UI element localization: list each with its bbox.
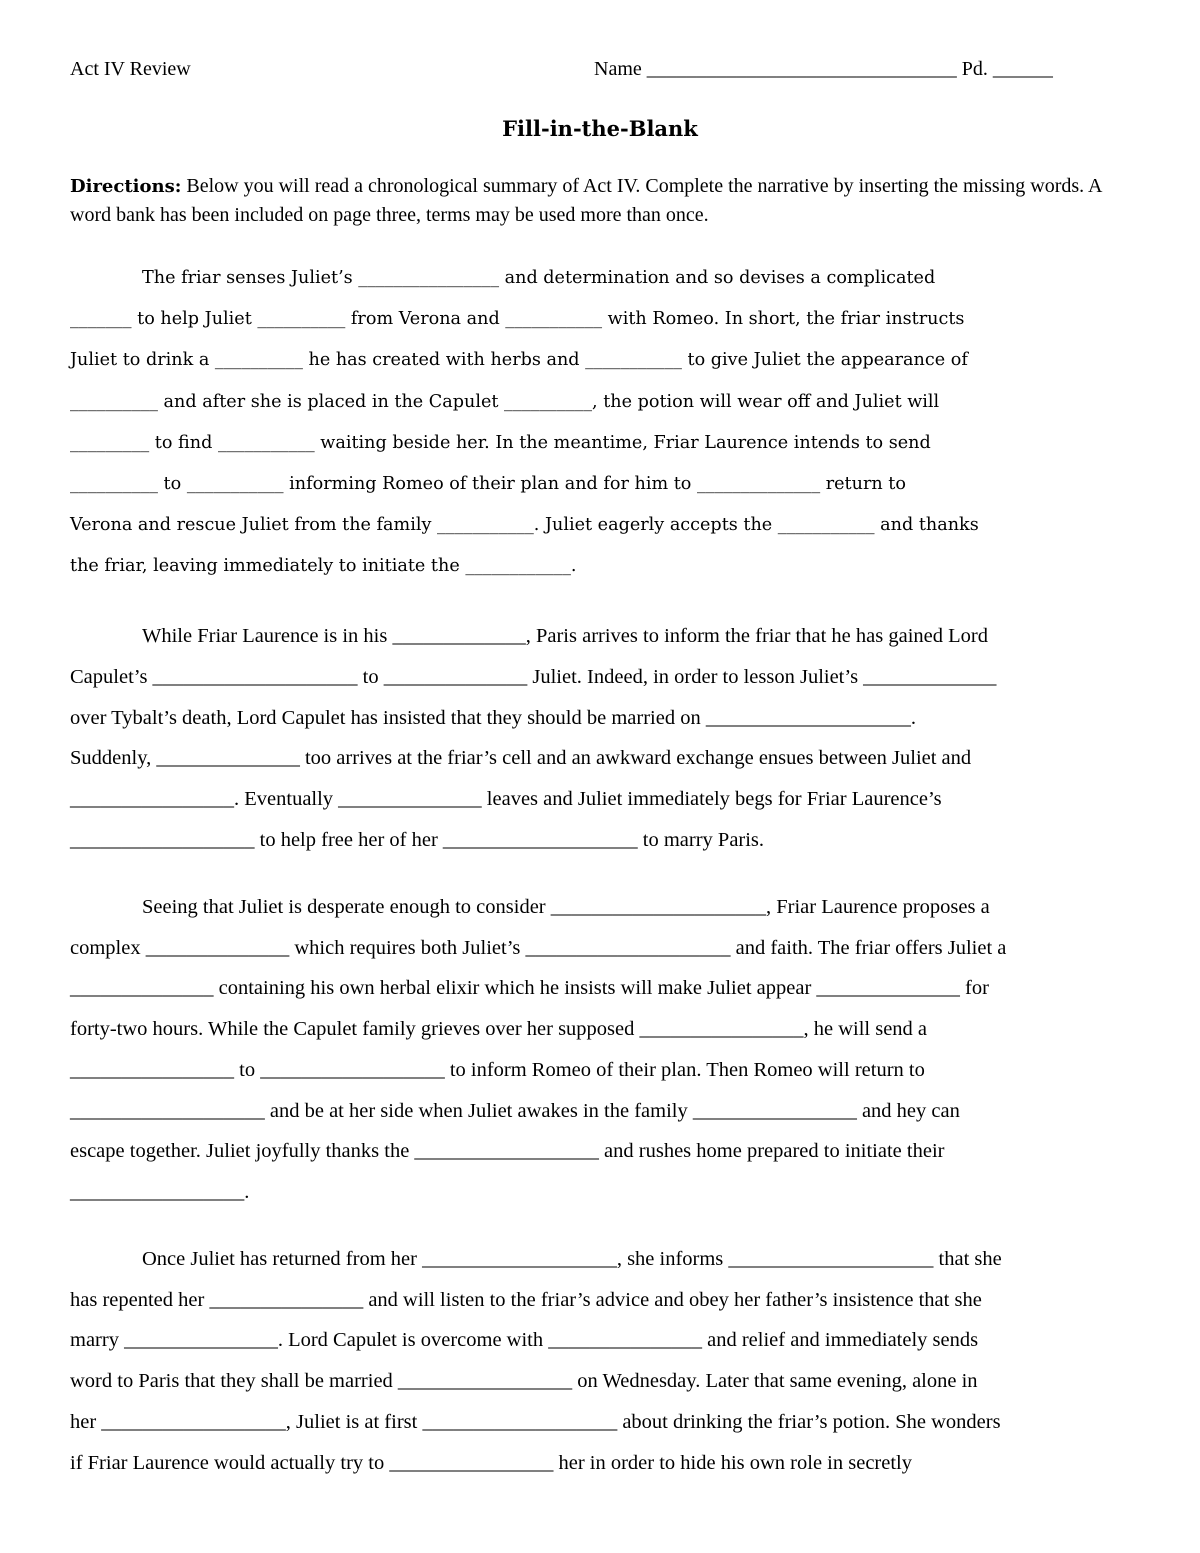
paragraph-line: complex ______________ which requires both Juliet’s ____________________ and faith. The friar offers Juliet a [70, 936, 1007, 959]
directions [70, 172, 1130, 230]
paragraph-line: __________ to ___________ informing Romeo of their plan and for him to ______________ return to [70, 474, 906, 495]
paragraph-line: over Tybalt’s death, Lord Capulet has insisted that they should be married on ____________________. [70, 706, 916, 729]
paragraph-line: her __________________, Juliet is at first ___________________ about drinking the friar’s potion. She wonders [70, 1410, 1001, 1433]
paragraph-line: ________________. Eventually ______________ leaves and Juliet immediately begs for Friar Laurence’s [70, 788, 942, 811]
paragraph-line: forty-two hours. While the Capulet family grieves over her supposed ________________, he will send a [70, 1018, 928, 1041]
worksheet-header [70, 58, 1130, 86]
paragraph-line: the friar, leaving immediately to initiate the ____________. [70, 556, 577, 577]
paragraph-line: _________ to find ___________ waiting beside her. In the meantime, Friar Laurence intends to send [70, 432, 931, 453]
page-title: Fill-in-the-Blank [502, 116, 698, 141]
directions-label: Directions: [70, 176, 182, 197]
paragraph-line: ________________ to __________________ to inform Romeo of their plan. Then Romeo will return to [70, 1058, 925, 1081]
paragraph-line: Seeing that Juliet is desperate enough to consider _____________________, Friar Laurence proposes a [142, 896, 990, 918]
paragraph-4 [70, 1239, 1130, 1483]
paragraph-line: The friar senses Juliet’s ________________ and determination and so devises a complicated [142, 268, 936, 288]
paragraph-line: _________________. [70, 1180, 250, 1203]
paragraph-1 [70, 258, 1130, 588]
paragraph-2 [70, 616, 1130, 861]
paragraph-line: __________ and after she is placed in the Capulet __________, the potion will wear off and Juliet will [70, 391, 940, 412]
paragraph-line: Once Juliet has returned from her ___________________, she informs ____________________ that she [142, 1248, 1002, 1270]
paragraph-line: marry _______________. Lord Capulet is overcome with _______________ and relief and immediately sends [70, 1329, 979, 1352]
worksheet-label: Act IV Review [70, 58, 191, 80]
name-period-field: Name _______________________________ Pd. ______ [594, 58, 1053, 80]
paragraph-line: Juliet to drink a __________ he has created with herbs and ___________ to give Juliet the appearance of [70, 350, 968, 371]
paragraph-line: word to Paris that they shall be married _________________ on Wednesday. Later that same evening, alone in [70, 1370, 978, 1393]
paragraph-line: ______________ containing his own herbal elixir which he insists will make Juliet appear ______________ for [70, 977, 989, 1000]
paragraph-line: Suddenly, ______________ too arrives at the friar’s cell and an awkward exchange ensues between Juliet and [70, 747, 972, 770]
paragraph-line: ___________________ and be at her side when Juliet awakes in the family ________________ and hey can [70, 1099, 960, 1122]
paragraph-line: Capulet’s ____________________ to ______________ Juliet. Indeed, in order to lesson Juliet’s _____________ [70, 665, 997, 688]
directions-text: Below you will read a chronological summary of Act IV. Complete the narrative by inserting the missing words. A word bank has been included on page three, terms may be used more than once. [70, 175, 1102, 226]
paragraph-line: has repented her _______________ and will listen to the friar’s advice and obey her father’s insistence that she [70, 1288, 982, 1311]
paragraph-line: if Friar Laurence would actually try to ________________ her in order to hide his own role in secretly [70, 1451, 912, 1474]
paragraph-line: escape together. Juliet joyfully thanks the __________________ and rushes home prepared to initiate their [70, 1140, 945, 1163]
paragraph-3 [70, 887, 1130, 1213]
paragraph-line: While Friar Laurence is in his _____________, Paris arrives to inform the friar that he has gained Lord [142, 625, 988, 647]
paragraph-line: __________________ to help free her of her ___________________ to marry Paris. [70, 828, 765, 851]
paragraph-line: Verona and rescue Juliet from the family ___________. Juliet eagerly accepts the ___________ and thanks [70, 515, 979, 536]
paragraph-line: _______ to help Juliet __________ from Verona and ___________ with Romeo. In short, the friar instructs [70, 309, 965, 330]
